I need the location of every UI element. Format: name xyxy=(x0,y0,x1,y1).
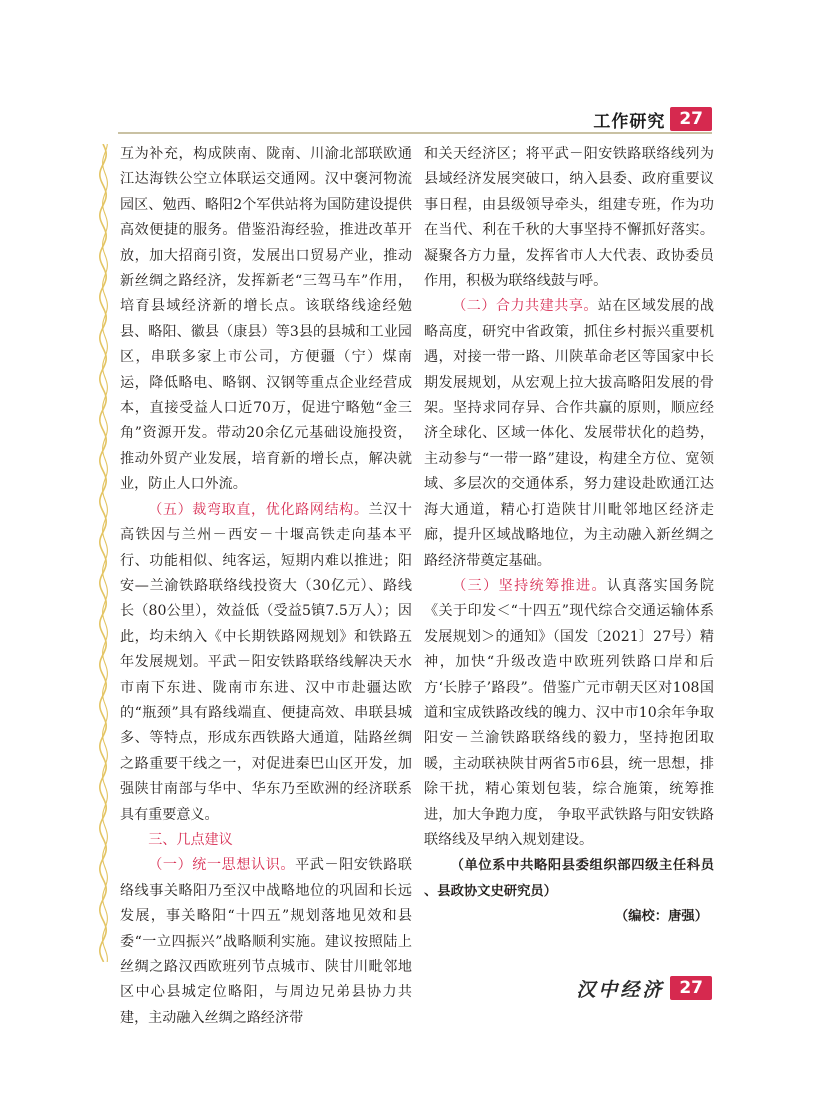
left-text-column xyxy=(120,142,412,1031)
subsection-text: 兰汉十高铁因与兰州－西安－十堰高铁走向基本平行、功能相似、纯客运，短期内难以推进；阳安—兰渝铁路联络线投资大（30亿元）、路线长（80公里），效益低（受益5镇7.5万人）；因此，均未纳入《中长期铁路网规划》和铁路五年发展规划。平武－阳安铁路联络线解决天水市南下东进、陇南市东进、汉中市赴疆达欧的“瓶颈”具有路线端直、便捷高效、串联县城多、等特点，形成东西铁路大通道，陆路丝绸之路重要干线之一，对促进秦巴山区开发，加强陕甘南部与华中、华东乃至欧洲的经济联系具有重要意义。 xyxy=(120,501,413,823)
footer-page-number-badge: 27 xyxy=(670,976,712,1000)
subsection-heading: （三）坚持统筹推进。 xyxy=(452,577,608,594)
editor-credit: （编校：唐强） xyxy=(614,909,708,925)
header-rule xyxy=(118,132,712,134)
subsection-paragraph xyxy=(120,498,412,828)
column-title: 工作研究 xyxy=(593,111,666,132)
right-text-column xyxy=(424,142,714,930)
subsection-heading: （五）裁弯取直，优化路网结构。 xyxy=(148,501,369,518)
page-number-badge: 27 xyxy=(670,107,712,131)
magazine-logo: 汉中经济 xyxy=(576,978,665,1001)
subsection-paragraph xyxy=(424,574,714,853)
page-header xyxy=(593,106,712,132)
subsection-heading: （一）统一思想认识。 xyxy=(148,857,296,874)
page-footer xyxy=(576,976,712,1000)
paragraph: 互为补充，构成陕南、陇南、川渝北部联欧通江达海铁公空立体联运交通网。汉中褒河物流园区、勉西、略阳2个军供站将为国防建设提供高效便捷的服务。借鉴沿海经验，推进改革开放，加大招商引资，发展出口贸易产业，推动新丝绸之路经济，发挥新老“三驾马车”作用，培育县域经济新的增长点。该联络线途经勉县、略阳、徽县（康县）等3县的县城和工业园区，串联多家上市公司，方便疆（宁）煤南运，降低略电、略钢、汉钢等重点企业经营成本，直接受益人口近70万，促进宁略勉“金三角”资源开发。带动20余亿元基础设施投资，推动外贸产业发展，培育新的增长点，解决就业，防止人口外流。 xyxy=(120,146,412,493)
subsection-paragraph xyxy=(424,294,714,573)
subsection-text: 平武－阳安铁路联络线事关略阳乃至汉中战略地位的巩固和长远发展，事关略阳“十四五”规划落地见效和县委“一立四振兴”战略顺利实施。建议按照陆上丝绸之路汉西欧班列节点城市、陕甘川毗邻地区中心县城定位略阳，与周边兄弟县协力共建，主动融入丝绸之路经济带 xyxy=(120,857,413,1026)
subsection-paragraph xyxy=(120,853,412,1031)
subsection-heading: （二）合力共建共享。 xyxy=(452,298,598,315)
section-heading: 三、几点建议 xyxy=(148,831,233,848)
author-byline: （单位系中共略阳县委组织部四级主任科员 、县政协文史研究员） xyxy=(424,858,714,899)
subsection-text: 认真落实国务院《关于印发＜“十四五”现代综合交通运输体系发展规划＞的通知》（国发〔2021〕27号）精神，加快“升级改造中欧班列铁路口岸和后方‘长脖子’路段”。借鉴广元市朝天区对108国道和宝成铁路改线的魄力、汉中市10余年争取阳安－兰渝铁路联络线的毅力，坚持抱团取暖，主动联袂陕甘两省5市6县，统一思想，排除干扰，精心策划包装，综合施策，统筹推进，加大争跑力度， 争取平武铁路与阳安铁路联络线及早纳入规划建设。 xyxy=(424,577,715,848)
subsection-text: 站在区域发展的战略高度，研究中省政策，抓住乡村振兴重要机遇，对接一带一路、川陕革命老区等国家中长期发展规划，从宏观上拉大拔高略阳发展的骨架。坚持求同存异、合作共赢的原则，顺应经济全球化、区域一体化、发展带状化的趋势，主动参与“一带一路”建设，构建全方位、宽领域、多层次的交通体系，努力建设赴欧通江达海大通道，精心打造陕甘川毗邻地区经济走廊，提升区域战略地位，为主动融入新丝绸之路经济带奠定基础。 xyxy=(424,298,715,569)
paragraph: 和关天经济区；将平武－阳安铁路联络线列为县域经济发展突破口，纳入县委、政府重要议事日程，由县级领导牵头，组建专班，作为功在当代、利在千秋的大事坚持不懈抓好落实。凝聚各方力量，发挥省市人大代表、政协委员作用，积极为联络线鼓与呼。 xyxy=(424,146,714,290)
decorative-wavy-border xyxy=(98,144,110,962)
